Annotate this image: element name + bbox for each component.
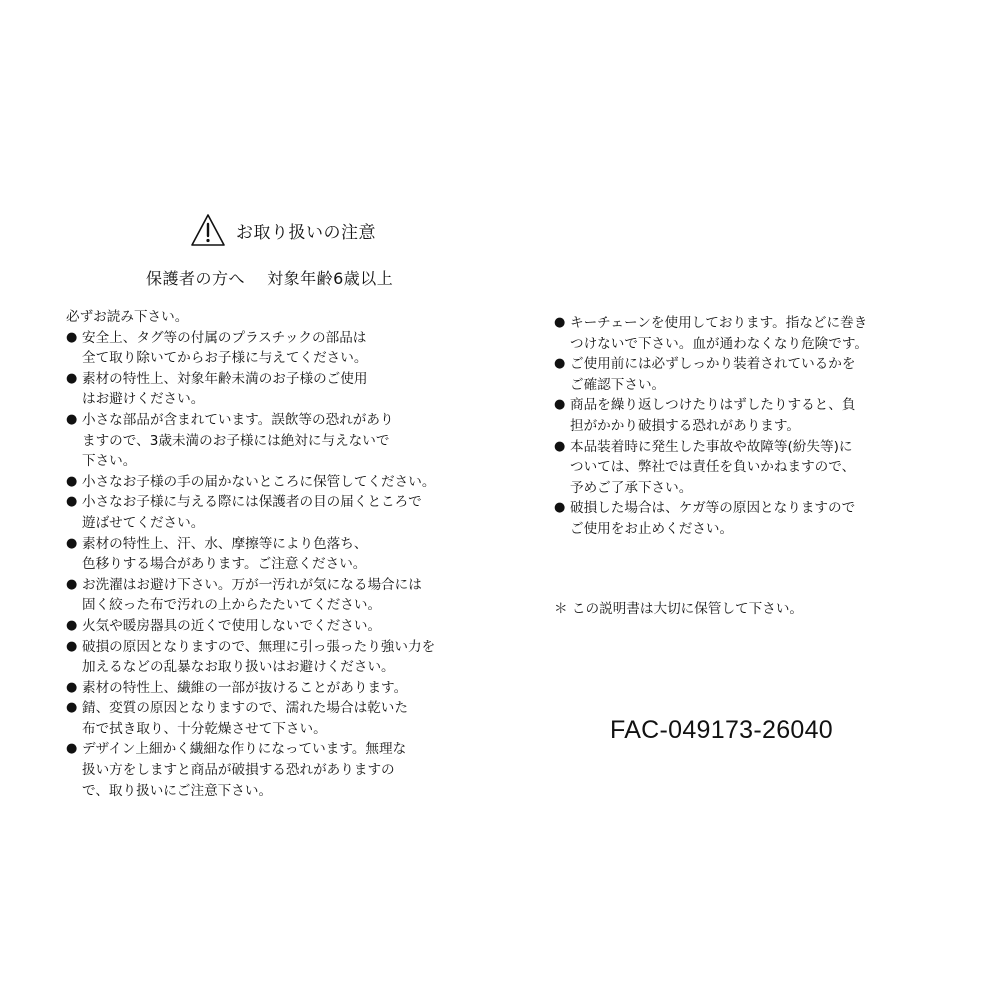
instruction-item [66, 616, 486, 637]
instruction-item [554, 437, 954, 499]
instruction-line: デザイン上細かく繊細な作りになっています。無理な [82, 741, 407, 758]
right-instructions-list [554, 313, 954, 540]
instruction-line: 下さい。 [82, 453, 137, 470]
page-title: お取り扱いの注意 [236, 222, 376, 243]
instruction-item [66, 410, 486, 472]
bullet-icon: ● [554, 500, 566, 516]
bullet-icon: ● [66, 741, 78, 757]
instruction-item [66, 369, 486, 410]
instruction-line: ついては、弊社では責任を負いかねますので、 [570, 459, 856, 476]
instruction-line: で、取り扱いにご注意下さい。 [82, 782, 273, 799]
page-subtitle: 保護者の方へ 対象年齢6歳以上 [146, 269, 394, 288]
bullet-icon: ● [554, 315, 566, 330]
right-instructions-column [554, 313, 954, 540]
instruction-line: 担がかかり破損する恐れがあります。 [570, 417, 801, 434]
instruction-item [554, 354, 954, 395]
instruction-line: 錆、変質の原因となりますので、濡れた場合は乾いた [82, 700, 408, 717]
bullet-icon: ● [66, 576, 78, 592]
instruction-item [66, 698, 486, 739]
instruction-line: お洗濯はお避け下さい。万が一汚れが気になる場合には [82, 576, 422, 593]
instruction-line: ご使用前には必ずしっかり装着されているかを [570, 356, 856, 373]
bullet-icon: ● [66, 370, 78, 386]
instruction-line: キーチェーンを使用しております。指などに巻き [570, 315, 868, 331]
bullet-icon: ● [66, 473, 78, 489]
instruction-line: 予めご了承下さい。 [570, 479, 693, 496]
instruction-line: 小さなお子様の手の届かないところに保管してください。 [82, 473, 436, 490]
bullet-icon: ● [66, 535, 78, 551]
storage-note: ＊ この説明書は大切に保管して下さい。 [554, 601, 804, 617]
instruction-line: 色移りする場合があります。ご注意ください。 [82, 556, 367, 573]
title-row [190, 212, 376, 248]
instruction-line: 全て取り除いてからお子様に与えてください。 [82, 350, 368, 367]
warning-triangle-icon [190, 213, 226, 247]
instruction-line: 安全上、タグ等の付属のプラスチックの部品は [82, 329, 367, 346]
instruction-item [66, 637, 486, 678]
instruction-item [554, 498, 954, 539]
instruction-line: 小さなお子様に与える際には保護者の目の届くところで [82, 494, 422, 511]
instruction-item [66, 575, 486, 616]
instruction-line: 固く絞った布で汚れの上からたたいてください。 [82, 597, 382, 614]
instruction-line: 加えるなどの乱暴なお取り扱いはお避けください。 [82, 659, 395, 676]
left-instructions-list [66, 328, 486, 802]
instruction-line: ますので、3歳未満のお子様には絶対に与えないで [82, 432, 390, 449]
instruction-line: 遊ばせてください。 [82, 514, 205, 531]
intro-text: 必ずお読み下さい。 [66, 309, 189, 325]
product-code: FAC-049173-26040 [610, 716, 834, 744]
instruction-line: 扱い方をしますと商品が破損する恐れがありますの [82, 762, 395, 779]
bullet-icon: ● [554, 356, 566, 372]
bullet-icon: ● [66, 329, 78, 345]
bullet-icon: ● [66, 679, 78, 695]
instruction-line: 素材の特性上、繊維の一部が抜けることがあります。 [82, 679, 408, 696]
instruction-line: つけないで下さい。血が通わなくなり危険です。 [570, 335, 868, 352]
left-instructions-column [66, 307, 486, 801]
bullet-icon: ● [554, 438, 566, 454]
instruction-item [66, 678, 486, 699]
instruction-line: 小さな部品が含まれています。誤飲等の恐れがあり [82, 411, 394, 428]
instruction-line: ご使用をお止めください。 [570, 520, 734, 537]
instruction-line: 破損の原因となりますので、無理に引っ張ったり強い力を [82, 638, 436, 655]
bullet-icon: ● [66, 638, 78, 654]
bullet-icon: ● [66, 700, 78, 716]
instruction-item [66, 328, 486, 369]
instruction-item [66, 534, 486, 575]
instruction-item [66, 739, 486, 801]
instruction-line: 素材の特性上、汗、水、摩擦等により色落ち、 [82, 535, 368, 552]
instruction-item [66, 472, 486, 493]
instruction-line: 素材の特性上、対象年齢未満のお子様のご使用 [82, 370, 368, 387]
instruction-line: はお避けください。 [82, 391, 205, 408]
bullet-icon: ● [66, 411, 78, 427]
bullet-icon: ● [66, 617, 78, 633]
instruction-item [554, 395, 954, 436]
instruction-line: 布で拭き取り、十分乾燥させて下さい。 [82, 720, 327, 737]
instruction-line: 火気や暖房器具の近くで使用しないでください。 [82, 617, 382, 634]
instruction-line: 本品装着時に発生した事故や故障等(紛失等)に [570, 438, 853, 455]
instruction-line: 商品を繰り返しつけたりはずしたりすると、負 [570, 397, 856, 414]
instruction-line: ご確認下さい。 [570, 376, 666, 393]
bullet-icon: ● [66, 494, 78, 510]
bullet-icon: ● [554, 397, 566, 413]
instruction-item [554, 313, 954, 354]
instruction-line: 破損した場合は、ケガ等の原因となりますので [570, 500, 856, 517]
instruction-item [66, 492, 486, 533]
